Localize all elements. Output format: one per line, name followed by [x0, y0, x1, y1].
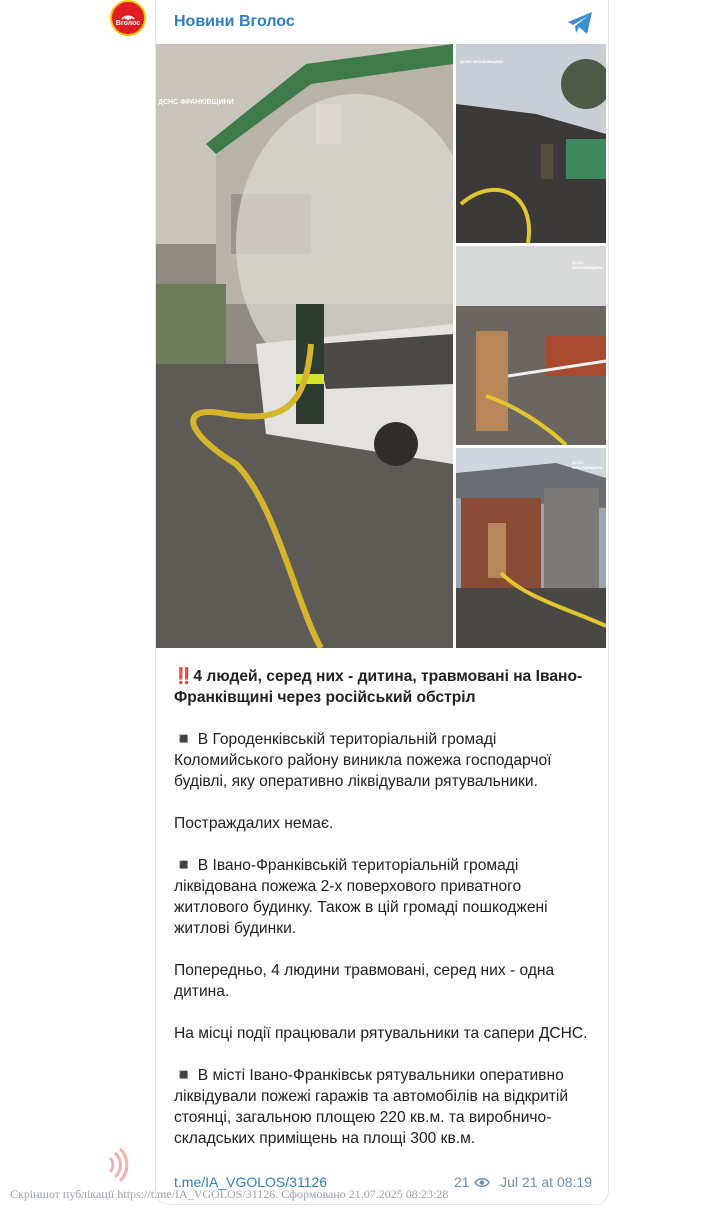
telegram-icon[interactable] — [566, 10, 594, 36]
post-paragraph: ◾️ В Івано-Франківській територіальній громаді ліквідована пожежа 2-х поверхового приватного житлового будинку. Також в цій громаді пошкоджені житлові будинки. — [174, 857, 548, 937]
post-paragraph: На місці події працювали рятувальники та сапери ДСНС. — [174, 1025, 588, 1042]
post-paragraph: ◾️ В місті Івано-Франківськ рятувальники оперативно ліквідували пожежі гаражів та автомобілів на відкритій стоянці, загальною площею 220 кв.м. та виробничо-складських приміщень на площі 300 кв.м. — [174, 1067, 569, 1147]
channel-avatar[interactable] — [110, 0, 146, 36]
photo-gallery — [156, 44, 610, 648]
photo-firefighter-hose[interactable] — [456, 246, 606, 445]
photo-watermark: ДСНС ФРАНКІВЩИНИ — [572, 260, 603, 270]
screenshot-caption: Скріншот публікації https://t.me/IA_VGOLOS/31126. Сформовано 21.07.2025 08:23:28 — [10, 1187, 449, 1201]
post-title — [174, 666, 594, 708]
view-count: 21 — [454, 1174, 470, 1190]
photo-main-burning-van[interactable] — [156, 44, 453, 648]
photo-watermark: ДСНС ФРАНКІВЩИНИ — [460, 59, 504, 64]
post-title-text: 4 людей, серед них - дитина, травмовані на Івано-Франківщині через російський обстріл — [174, 668, 583, 706]
photo-watermark: ДСНС ФРАНКІВЩИНИ — [572, 460, 603, 470]
sound-wave-watermark-icon — [104, 1148, 130, 1182]
avatar-brand-text: Вголос — [115, 20, 141, 27]
photo-burnt-shed[interactable] — [456, 44, 606, 243]
post-paragraph: Попередньо, 4 людини травмовані, серед них - одна дитина. — [174, 962, 555, 1000]
signal-icon — [119, 8, 137, 20]
photo-watermark: ДСНС ФРАНКІВЩИНИ — [158, 99, 234, 106]
post-card — [155, 0, 609, 1205]
channel-name[interactable]: Новини Вголос — [174, 13, 295, 30]
double-exclamation-icon: ‼️ — [174, 668, 194, 685]
post-date: Jul 21 at 08:19 — [500, 1174, 592, 1190]
post-paragraph: ◾️ В Городенківській територіальній громаді Коломийського району виникла пожежа господарчої будівлі, яку оперативно ліквідували рятувальники. — [174, 731, 552, 790]
post-paragraph: Постраждалих немає. — [174, 815, 334, 832]
post-link[interactable]: t.me/IA_VGOLOS/31126 — [174, 1174, 328, 1190]
photo-shed-firefighter[interactable] — [456, 448, 606, 648]
eye-icon — [474, 1177, 490, 1188]
post-text — [174, 666, 594, 1170]
